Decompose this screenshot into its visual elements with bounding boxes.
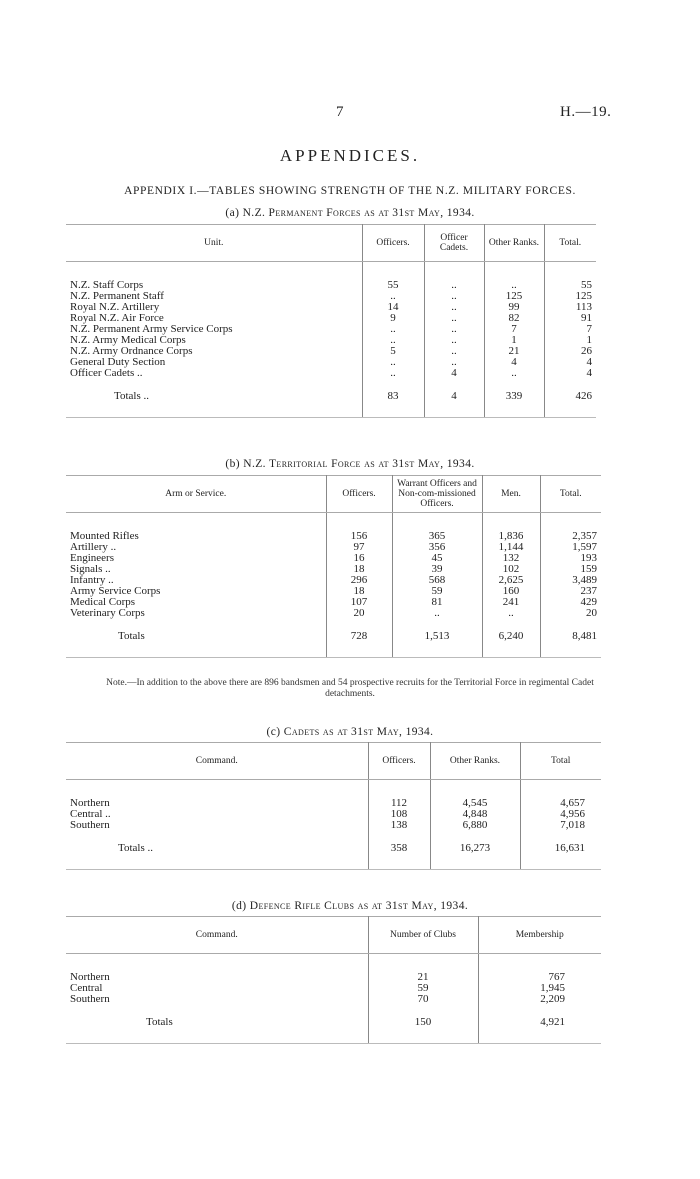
cell-text: Northern — [70, 797, 110, 809]
cell-value: 102 — [482, 564, 540, 575]
table_d-totals-row — [66, 1011, 601, 1033]
cell-value: 59 — [392, 586, 482, 597]
page-number: 7 — [336, 104, 344, 120]
table-row — [66, 994, 601, 1005]
cell-value: 7 — [484, 324, 544, 335]
cell-value: 39 — [392, 564, 482, 575]
table-row — [66, 820, 601, 831]
table-d-caption — [0, 900, 700, 912]
table_d-header-1: Number of Clubs — [368, 917, 478, 954]
cell-value: 125 — [575, 290, 592, 302]
cell-text: N.Z. Staff Corps — [70, 279, 144, 291]
cell-value: 426 — [575, 389, 592, 402]
cell-value: .. — [424, 324, 484, 335]
cell-value: 9 — [362, 313, 424, 324]
table_a-header-3: Other Ranks. — [484, 225, 544, 262]
cell-value: 113 — [575, 301, 592, 313]
totals-label — [66, 837, 368, 859]
cell-value: .. — [424, 302, 484, 313]
cell-value: 356 — [392, 542, 482, 553]
cell-value: 138 — [368, 820, 430, 831]
cell-value: 3,489 — [572, 574, 597, 586]
table-c-caption — [0, 726, 700, 738]
cell-value: 429 — [580, 596, 597, 608]
table-row — [66, 553, 601, 564]
cell-value: 193 — [580, 552, 597, 564]
cell-text: N.Z. Army Medical Corps — [70, 334, 186, 346]
cell-value: 4,956 — [560, 808, 585, 820]
table-row — [66, 798, 601, 809]
cell-value: .. — [392, 608, 482, 619]
table-c-title: Cadets as at 31st May, 1934. — [283, 726, 434, 738]
table_b-header-2: Warrant Officers and Non-com-missioned Officers. — [392, 476, 482, 513]
table_b-header-0: Arm or Service. — [66, 476, 326, 513]
cell-value: 18 — [326, 586, 392, 597]
cell-text: Medical Corps — [70, 596, 136, 608]
table_c-header-2: Other Ranks. — [430, 743, 520, 780]
cell-value: 1 — [586, 334, 592, 346]
table-b-header-row — [66, 476, 601, 513]
table-a-letter: (a) — [225, 207, 240, 219]
cell-value: 55 — [362, 280, 424, 291]
table-row — [66, 983, 601, 994]
table_c-spacer — [66, 780, 601, 799]
cell-value: 20 — [326, 608, 392, 619]
cell-text: Signals .. — [70, 563, 111, 575]
row-label — [66, 608, 326, 619]
cell-text: Central .. — [70, 808, 111, 820]
cell-value: 1,836 — [482, 531, 540, 542]
cell-value: 7,018 — [560, 819, 585, 831]
table-row — [66, 597, 601, 608]
row-label — [66, 972, 368, 983]
cell-value: 2,209 — [540, 993, 565, 1005]
table_c-totals-row — [66, 837, 601, 859]
table-row — [66, 542, 601, 553]
cell-value: 767 — [548, 971, 565, 983]
table_d-header-0: Command. — [66, 917, 368, 954]
cell-text: Royal N.Z. Artillery — [70, 301, 160, 313]
table_a-header-4: Total. — [544, 225, 596, 262]
cell-value: .. — [362, 335, 424, 346]
table-row — [66, 608, 601, 619]
cell-value: 4,545 — [430, 798, 520, 809]
cell-text: Mounted Rifles — [70, 530, 139, 542]
cell-value: 82 — [484, 313, 544, 324]
cell-value: 1,513 — [392, 625, 482, 647]
cell-value: 21 — [484, 346, 544, 357]
cell-value: 365 — [392, 531, 482, 542]
cell-value: 112 — [368, 798, 430, 809]
table_a-header-1: Officers. — [362, 225, 424, 262]
cell-value: 16,631 — [554, 841, 585, 854]
cell-value: .. — [424, 346, 484, 357]
table_b-totals-row — [66, 625, 601, 647]
table-row — [66, 972, 601, 983]
cell-text: Artillery .. — [70, 541, 117, 553]
table_a-spacer — [66, 407, 596, 418]
row-label — [66, 798, 368, 809]
cell-value: 156 — [326, 531, 392, 542]
cell-value: 160 — [482, 586, 540, 597]
table_b-spacer — [66, 513, 601, 532]
row-label — [66, 809, 368, 820]
cell-value: 6,880 — [430, 820, 520, 831]
table_c-header-3: Total — [520, 743, 601, 780]
cell-value: 70 — [368, 994, 478, 1005]
cell-value: .. — [362, 368, 424, 379]
cell-value: .. — [362, 357, 424, 368]
table-d-header-row — [66, 917, 601, 954]
table-b-letter: (b) — [225, 458, 240, 470]
table-d — [66, 916, 601, 1044]
cell-value: 339 — [484, 385, 544, 407]
table-a-caption — [0, 207, 700, 219]
cell-value: 358 — [368, 837, 430, 859]
cell-value: 97 — [326, 542, 392, 553]
row-label — [66, 368, 362, 379]
cell-text: Central — [70, 982, 103, 994]
page-title: APPENDICES. — [279, 146, 421, 165]
table-c-letter: (c) — [266, 726, 281, 738]
cell-value: 16,273 — [430, 837, 520, 859]
table-row — [66, 368, 596, 379]
cell-text: N.Z. Army Ordnance Corps — [70, 345, 193, 357]
cell-text: N.Z. Permanent Staff — [70, 290, 164, 302]
cell-value: .. — [424, 313, 484, 324]
cell-value: 237 — [580, 585, 597, 597]
table-a — [66, 224, 596, 418]
cell-value: 20 — [586, 607, 597, 619]
table_a-spacer — [66, 262, 596, 281]
cell-text: Infantry .. — [70, 574, 114, 586]
cell-text: Totals .. — [118, 841, 153, 854]
cell-value: 16 — [326, 553, 392, 564]
cell-value: 568 — [392, 575, 482, 586]
cell-value: 26 — [581, 345, 592, 357]
row-label — [66, 994, 368, 1005]
cell-text: General Duty Section — [70, 356, 166, 368]
table-row — [66, 586, 601, 597]
cell-value: 55 — [581, 279, 592, 291]
table-a-header-row — [66, 225, 596, 262]
table_d-header-2: Membership — [478, 917, 601, 954]
table-d-letter: (d) — [231, 900, 247, 912]
cell-value: 45 — [392, 553, 482, 564]
table_b-header-3: Men. — [482, 476, 540, 513]
table-row — [66, 809, 601, 820]
table_a-header-0: Unit. — [66, 225, 362, 262]
cell-value: 83 — [362, 385, 424, 407]
cell-value: 18 — [326, 564, 392, 575]
cell-value: 6,240 — [482, 625, 540, 647]
cell-value: 81 — [392, 597, 482, 608]
cell-value: .. — [424, 335, 484, 346]
table_b-header-1: Officers. — [326, 476, 392, 513]
cell-value: 4 — [586, 356, 592, 368]
table_d-spacer — [66, 954, 601, 973]
row-label — [66, 820, 368, 831]
cell-value: 4 — [424, 368, 484, 379]
footnote: Note.—In addition to the above there are 896 bandsmen and 54 prospective recruits for the Territorial Force in regimental Cadet detachments. — [106, 678, 594, 699]
cell-value: 1,597 — [572, 541, 597, 553]
cell-value: .. — [424, 357, 484, 368]
table-c-header-row — [66, 743, 601, 780]
cell-value: .. — [482, 608, 540, 619]
cell-value: 2,625 — [482, 575, 540, 586]
table_b-spacer — [66, 647, 601, 658]
cell-value: 59 — [368, 983, 478, 994]
cell-value: .. — [424, 280, 484, 291]
cell-value: 4,848 — [430, 809, 520, 820]
cell-text: Totals — [118, 629, 145, 642]
cell-value: 1 — [484, 335, 544, 346]
table_b-header-4: Total. — [540, 476, 601, 513]
cell-value: 14 — [362, 302, 424, 313]
totals-label — [66, 385, 362, 407]
cell-value: 108 — [368, 809, 430, 820]
cell-text: Southern — [70, 819, 110, 831]
cell-text: Northern — [70, 971, 110, 983]
cell-text: Totals — [146, 1015, 173, 1028]
table_c-header-0: Command. — [66, 743, 368, 780]
document-reference: H.—19. — [560, 104, 612, 120]
cell-value: 150 — [368, 1011, 478, 1033]
cell-text: Engineers — [70, 552, 114, 564]
cell-text: Veterinary Corps — [70, 607, 145, 619]
cell-text: Totals .. — [114, 389, 149, 402]
cell-value: 4,921 — [540, 1015, 565, 1028]
table-b-caption — [0, 458, 700, 470]
totals-label — [66, 1011, 368, 1033]
cell-value: 4 — [424, 385, 484, 407]
cell-text: N.Z. Permanent Army Service Corps — [70, 323, 233, 335]
cell-value: 8,481 — [572, 629, 597, 642]
table_a-totals-row — [66, 385, 596, 407]
table-a-title: N.Z. Permanent Forces as at 31st May, 1934. — [242, 207, 475, 219]
cell-value: 5 — [362, 346, 424, 357]
cell-value: 1,144 — [482, 542, 540, 553]
cell-value: 99 — [484, 302, 544, 313]
table-c — [66, 742, 601, 870]
cell-value: 4 — [484, 357, 544, 368]
table_d-spacer — [66, 1033, 601, 1044]
cell-value: .. — [484, 368, 544, 379]
cell-value: 4 — [586, 367, 592, 379]
cell-value: 159 — [580, 563, 597, 575]
cell-text: Southern — [70, 993, 110, 1005]
row-label — [66, 983, 368, 994]
cell-value: 241 — [482, 597, 540, 608]
cell-value: 7 — [586, 323, 592, 335]
cell-value: .. — [362, 324, 424, 335]
cell-value: 21 — [368, 972, 478, 983]
cell-text: Officer Cadets .. — [70, 367, 143, 379]
totals-label — [66, 625, 326, 647]
table_c-spacer — [66, 859, 601, 870]
cell-value: 91 — [581, 312, 592, 324]
table-b-title: N.Z. Territorial Force as at 31st May, 1934. — [243, 458, 475, 470]
cell-value: 125 — [484, 291, 544, 302]
table_a-header-2: Officer Cadets. — [424, 225, 484, 262]
table-b — [66, 475, 601, 658]
table_c-header-1: Officers. — [368, 743, 430, 780]
cell-value: 296 — [326, 575, 392, 586]
cell-value: 4,657 — [560, 797, 585, 809]
cell-value: 2,357 — [572, 530, 597, 542]
cell-value: 132 — [482, 553, 540, 564]
table-d-title: Defence Rifle Clubs as at 31st May, 1934. — [249, 900, 469, 912]
cell-text: Army Service Corps — [70, 585, 161, 597]
cell-value: 1,945 — [540, 982, 565, 994]
cell-value: .. — [362, 291, 424, 302]
cell-value: 107 — [326, 597, 392, 608]
appendix-subtitle: APPENDIX I.—TABLES SHOWING STRENGTH OF THE N.Z. MILITARY FORCES. — [124, 185, 576, 197]
cell-value: 728 — [326, 625, 392, 647]
cell-value: .. — [424, 291, 484, 302]
cell-value: .. — [484, 280, 544, 291]
cell-text: Royal N.Z. Air Force — [70, 312, 164, 324]
